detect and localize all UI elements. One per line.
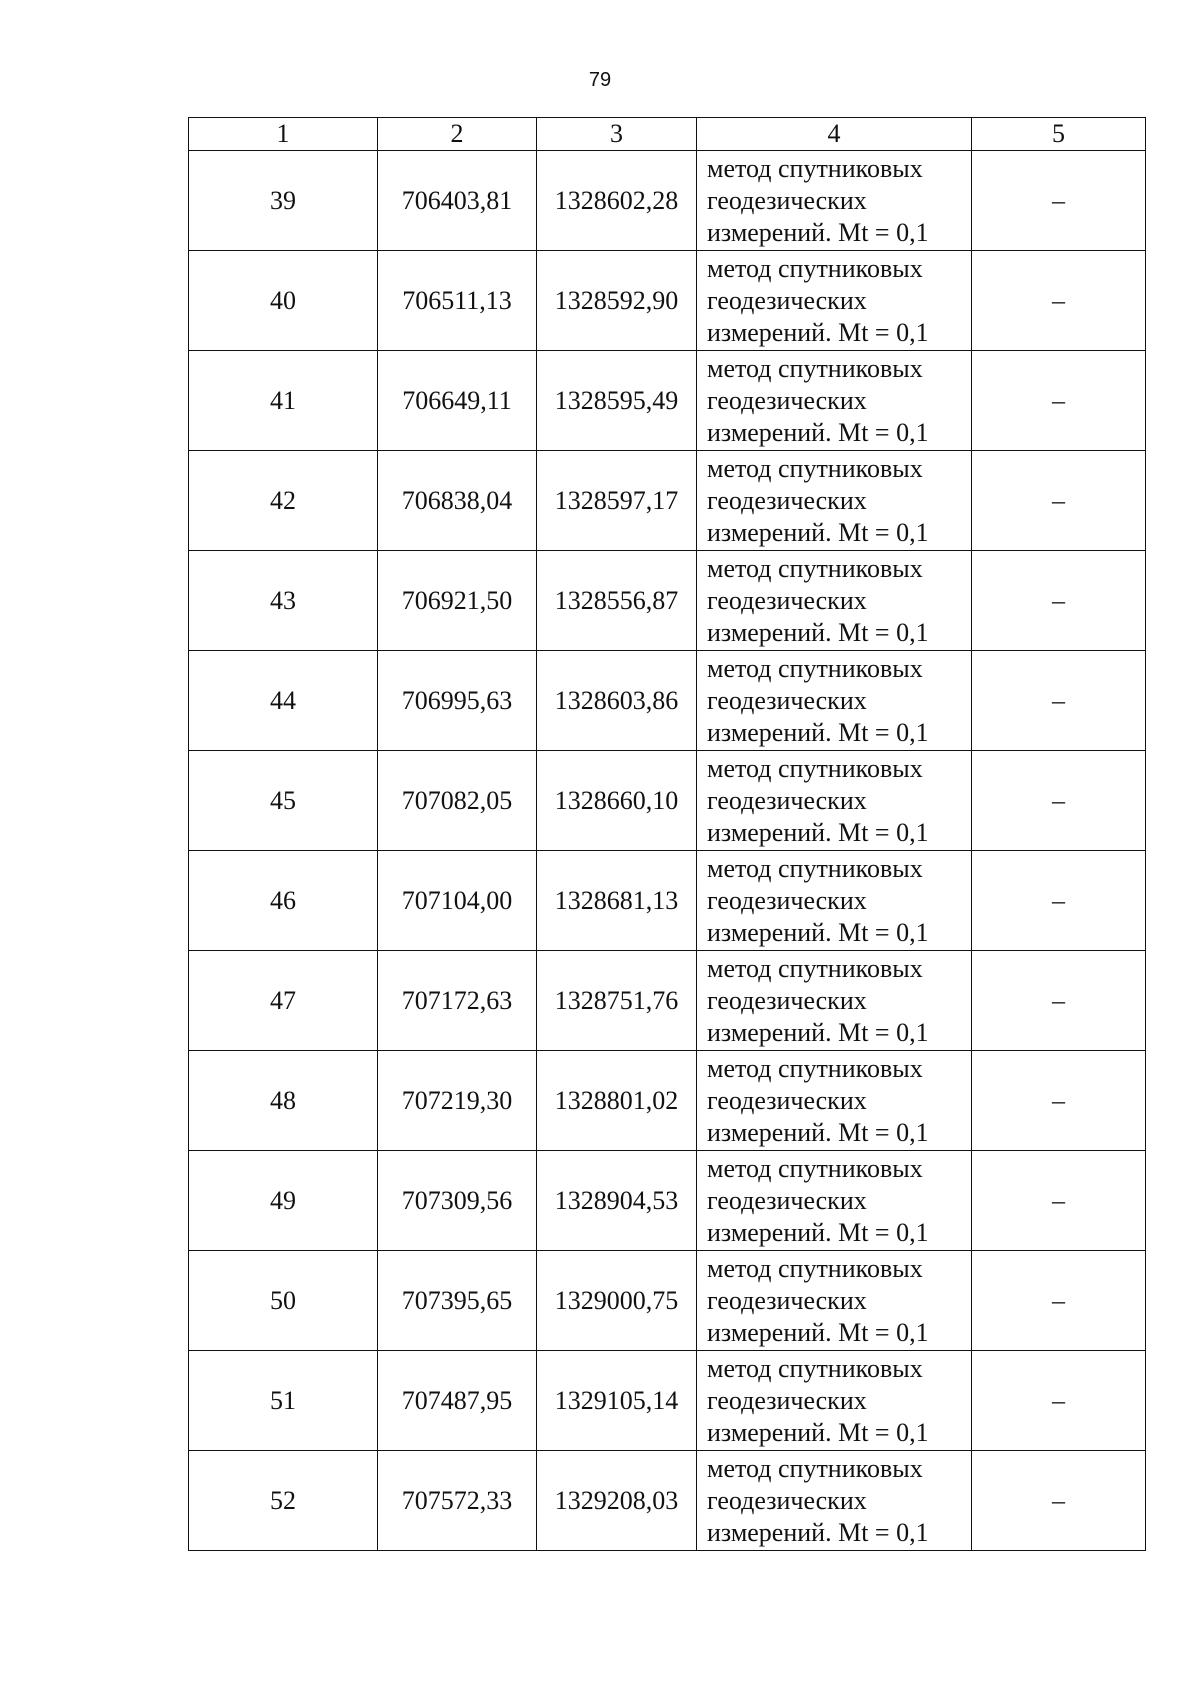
method-line: геодезических bbox=[707, 585, 867, 615]
table-row bbox=[189, 1451, 1146, 1551]
coordinate-x-cell: 707395,65 bbox=[378, 1251, 537, 1351]
note-cell: – bbox=[972, 451, 1146, 551]
method-line: метод спутниковых bbox=[707, 353, 923, 383]
method-line: метод спутниковых bbox=[707, 1053, 923, 1083]
method-cell bbox=[697, 251, 972, 351]
method-line: геодезических bbox=[707, 985, 867, 1015]
method-line: измерений. Mt = 0,1 bbox=[707, 417, 929, 447]
method-line: геодезических bbox=[707, 1285, 867, 1315]
point-number-cell: 47 bbox=[189, 951, 378, 1051]
table-header-row bbox=[189, 118, 1146, 151]
method-cell bbox=[697, 1051, 972, 1151]
method-line: метод спутниковых bbox=[707, 253, 923, 283]
method-cell bbox=[697, 551, 972, 651]
note-cell: – bbox=[972, 951, 1146, 1051]
note-cell: – bbox=[972, 151, 1146, 251]
method-line: измерений. Mt = 0,1 bbox=[707, 817, 929, 847]
coordinate-y-cell: 1328602,28 bbox=[537, 151, 697, 251]
page-number: 79 bbox=[588, 69, 612, 91]
coordinate-y-cell: 1328681,13 bbox=[537, 851, 697, 951]
method-line: геодезических bbox=[707, 1385, 867, 1415]
coordinate-x-cell: 706403,81 bbox=[378, 151, 537, 251]
table-row bbox=[189, 1251, 1146, 1351]
coordinate-x-cell: 707309,56 bbox=[378, 1151, 537, 1251]
point-number-cell: 43 bbox=[189, 551, 378, 651]
method-line: геодезических bbox=[707, 885, 867, 915]
method-line: метод спутниковых bbox=[707, 1253, 923, 1283]
note-cell: – bbox=[972, 1051, 1146, 1151]
table-row bbox=[189, 351, 1146, 451]
method-line: геодезических bbox=[707, 1185, 867, 1215]
method-cell bbox=[697, 851, 972, 951]
note-cell: – bbox=[972, 351, 1146, 451]
coordinate-y-cell: 1328801,02 bbox=[537, 1051, 697, 1151]
column-header-2: 2 bbox=[378, 118, 537, 151]
method-line: геодезических bbox=[707, 685, 867, 715]
note-cell: – bbox=[972, 251, 1146, 351]
point-number-cell: 52 bbox=[189, 1451, 378, 1551]
point-number-cell: 40 bbox=[189, 251, 378, 351]
note-cell: – bbox=[972, 1451, 1146, 1551]
method-line: измерений. Mt = 0,1 bbox=[707, 1017, 929, 1047]
method-line: метод спутниковых bbox=[707, 1153, 923, 1183]
point-number-cell: 44 bbox=[189, 651, 378, 751]
method-cell bbox=[697, 951, 972, 1051]
method-line: измерений. Mt = 0,1 bbox=[707, 1517, 929, 1547]
table-row bbox=[189, 751, 1146, 851]
method-line: метод спутниковых bbox=[707, 553, 923, 583]
coordinate-y-cell: 1328904,53 bbox=[537, 1151, 697, 1251]
method-line: измерений. Mt = 0,1 bbox=[707, 617, 929, 647]
coordinate-x-cell: 707104,00 bbox=[378, 851, 537, 951]
method-line: измерений. Mt = 0,1 bbox=[707, 1317, 929, 1347]
method-line: измерений. Mt = 0,1 bbox=[707, 1217, 929, 1247]
method-line: геодезических bbox=[707, 485, 867, 515]
coordinate-y-cell: 1328595,49 bbox=[537, 351, 697, 451]
method-cell bbox=[697, 1151, 972, 1251]
method-line: геодезических bbox=[707, 285, 867, 315]
method-cell bbox=[697, 1351, 972, 1451]
coordinate-y-cell: 1328597,17 bbox=[537, 451, 697, 551]
coordinate-y-cell: 1328556,87 bbox=[537, 551, 697, 651]
method-line: измерений. Mt = 0,1 bbox=[707, 317, 929, 347]
table-row bbox=[189, 451, 1146, 551]
point-number-cell: 45 bbox=[189, 751, 378, 851]
method-cell bbox=[697, 751, 972, 851]
coordinate-x-cell: 707219,30 bbox=[378, 1051, 537, 1151]
point-number-cell: 46 bbox=[189, 851, 378, 951]
table-row bbox=[189, 651, 1146, 751]
point-number-cell: 49 bbox=[189, 1151, 378, 1251]
coordinate-x-cell: 706511,13 bbox=[378, 251, 537, 351]
table-row bbox=[189, 551, 1146, 651]
method-line: геодезических bbox=[707, 1485, 867, 1515]
method-line: измерений. Mt = 0,1 bbox=[707, 717, 929, 747]
point-number-cell: 39 bbox=[189, 151, 378, 251]
method-cell bbox=[697, 651, 972, 751]
coordinate-y-cell: 1328751,76 bbox=[537, 951, 697, 1051]
table-row bbox=[189, 1351, 1146, 1451]
column-header-3: 3 bbox=[537, 118, 697, 151]
table-body bbox=[189, 151, 1146, 1551]
method-cell bbox=[697, 451, 972, 551]
coordinate-x-cell: 707172,63 bbox=[378, 951, 537, 1051]
coordinate-y-cell: 1328660,10 bbox=[537, 751, 697, 851]
method-cell bbox=[697, 351, 972, 451]
note-cell: – bbox=[972, 651, 1146, 751]
coordinate-y-cell: 1329000,75 bbox=[537, 1251, 697, 1351]
coordinate-x-cell: 706838,04 bbox=[378, 451, 537, 551]
coordinate-y-cell: 1328603,86 bbox=[537, 651, 697, 751]
method-line: измерений. Mt = 0,1 bbox=[707, 917, 929, 947]
method-line: метод спутниковых bbox=[707, 953, 923, 983]
point-number-cell: 48 bbox=[189, 1051, 378, 1151]
method-line: метод спутниковых bbox=[707, 1353, 923, 1383]
method-line: геодезических bbox=[707, 185, 867, 215]
coordinate-x-cell: 707572,33 bbox=[378, 1451, 537, 1551]
coordinate-x-cell: 706649,11 bbox=[378, 351, 537, 451]
table-row bbox=[189, 1151, 1146, 1251]
method-cell bbox=[697, 151, 972, 251]
point-number-cell: 51 bbox=[189, 1351, 378, 1451]
method-line: метод спутниковых bbox=[707, 1453, 923, 1483]
method-cell bbox=[697, 1451, 972, 1551]
coordinate-x-cell: 707082,05 bbox=[378, 751, 537, 851]
coordinate-x-cell: 706995,63 bbox=[378, 651, 537, 751]
table-row bbox=[189, 851, 1146, 951]
method-line: геодезических bbox=[707, 1085, 867, 1115]
column-header-4: 4 bbox=[697, 118, 972, 151]
note-cell: – bbox=[972, 851, 1146, 951]
point-number-cell: 42 bbox=[189, 451, 378, 551]
point-number-cell: 50 bbox=[189, 1251, 378, 1351]
coordinate-x-cell: 706921,50 bbox=[378, 551, 537, 651]
method-line: метод спутниковых bbox=[707, 153, 923, 183]
coordinate-y-cell: 1329208,03 bbox=[537, 1451, 697, 1551]
table-row bbox=[189, 1051, 1146, 1151]
note-cell: – bbox=[972, 1251, 1146, 1351]
method-line: метод спутниковых bbox=[707, 753, 923, 783]
point-number-cell: 41 bbox=[189, 351, 378, 451]
method-line: измерений. Mt = 0,1 bbox=[707, 217, 929, 247]
coordinate-y-cell: 1328592,90 bbox=[537, 251, 697, 351]
note-cell: – bbox=[972, 1351, 1146, 1451]
method-line: измерений. Mt = 0,1 bbox=[707, 1117, 929, 1147]
method-line: метод спутниковых bbox=[707, 453, 923, 483]
method-line: измерений. Mt = 0,1 bbox=[707, 1417, 929, 1447]
table-row bbox=[189, 951, 1146, 1051]
note-cell: – bbox=[972, 1151, 1146, 1251]
note-cell: – bbox=[972, 751, 1146, 851]
column-header-1: 1 bbox=[189, 118, 378, 151]
method-line: метод спутниковых bbox=[707, 653, 923, 683]
method-cell bbox=[697, 1251, 972, 1351]
note-cell: – bbox=[972, 551, 1146, 651]
coordinate-x-cell: 707487,95 bbox=[378, 1351, 537, 1451]
column-header-5: 5 bbox=[972, 118, 1146, 151]
method-line: метод спутниковых bbox=[707, 853, 923, 883]
method-line: измерений. Mt = 0,1 bbox=[707, 517, 929, 547]
method-line: геодезических bbox=[707, 785, 867, 815]
table-row bbox=[189, 251, 1146, 351]
method-line: геодезических bbox=[707, 385, 867, 415]
table-row bbox=[189, 151, 1146, 251]
coordinates-table bbox=[188, 117, 1146, 1551]
coordinate-y-cell: 1329105,14 bbox=[537, 1351, 697, 1451]
